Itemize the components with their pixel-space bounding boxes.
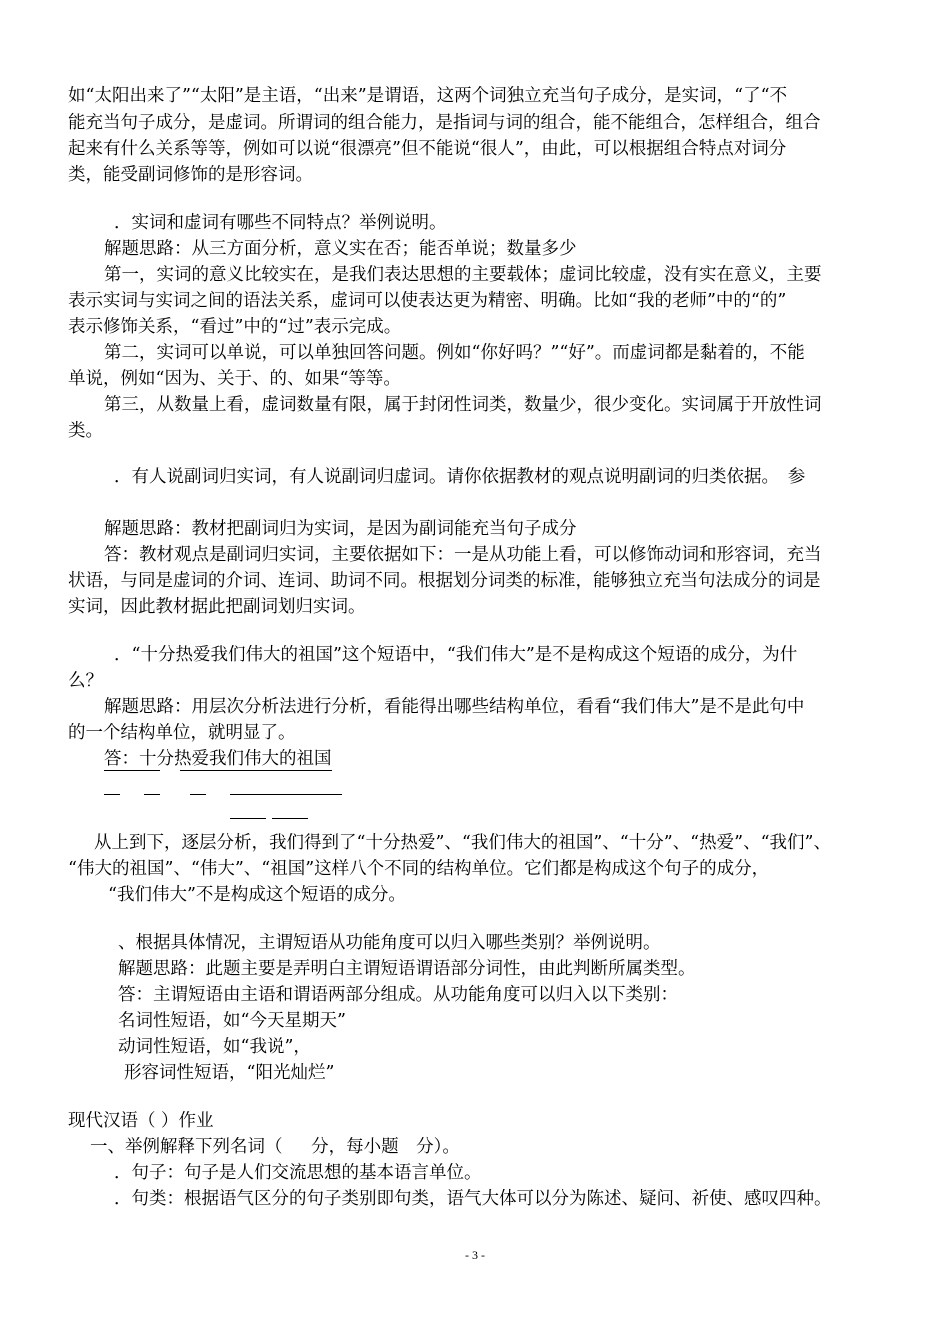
text-line: 能充当句子成分，是虚词。所谓词的组合能力，是指词与词的组合，能不能组合，怎样组合，组合 bbox=[68, 113, 821, 133]
analysis-line bbox=[104, 794, 120, 795]
text-line: 名词性短语，如“今天星期天” bbox=[118, 1011, 346, 1031]
text-line: 表示修饰关系，“看过”中的“过”表示完成。 bbox=[68, 317, 402, 337]
text-line: 动词性短语，如“我说”， bbox=[118, 1037, 311, 1057]
question-heading: ．“十分热爱我们伟大的祖国”这个短语中，“我们伟大”是不是构成这个短语的成分，为什 bbox=[114, 645, 798, 665]
analysis-line bbox=[272, 818, 308, 819]
text-line: 表示实词与实词之间的语法关系，虚词可以使表达更为精密、明确。比如“我的老师”中的“的” bbox=[68, 291, 787, 311]
analysis-line bbox=[230, 818, 266, 819]
text-line: 第三，从数量上看，虚词数量有限，属于封闭性词类，数量少，很少变化。实词属于开放性词 bbox=[104, 395, 822, 415]
text-line: “我们伟大”不是构成这个短语的成分。 bbox=[108, 885, 406, 905]
text-line: 形容词性短语，“阳光灿烂” bbox=[124, 1063, 335, 1083]
text-line: 起来有什么关系等等，例如可以说“很漂亮”但不能说“很人”，由此，可以根据组合特点对词分 bbox=[68, 139, 787, 159]
text-line: ．句子：句子是人们交流思想的基本语言单位。 bbox=[114, 1163, 482, 1183]
text-line: 解题思路：教材把副词归为实词，是因为副词能充当句子成分 bbox=[104, 519, 577, 539]
text-line: 解题思路：此题主要是弄明白主谓短语谓语部分词性，由此判断所属类型。 bbox=[118, 959, 696, 979]
analysis-line bbox=[230, 794, 342, 795]
analysis-line bbox=[190, 794, 206, 795]
analysis-line bbox=[104, 770, 160, 771]
page-number: - 3 - bbox=[465, 1248, 485, 1262]
text-line: 类，能受副词修饰的是形容词。 bbox=[68, 165, 313, 185]
text-line: 类。 bbox=[68, 421, 103, 441]
text-line: 从上到下，逐层分析，我们得到了“十分热爱”、“我们伟大的祖国”、“十分”、“热爱”、“我们”、 bbox=[94, 833, 831, 853]
text-line: “伟大的祖国”、“伟大”、“祖国”这样八个不同的结构单位。它们都是构成这个句子的成分， bbox=[68, 859, 770, 879]
text-line: 的一个结构单位，就明显了。 bbox=[68, 723, 296, 743]
text-line: 状语，与同是虚词的介词、连词、助词不同。根据划分词类的标准，能够独立充当句法成分的词是 bbox=[68, 571, 821, 591]
text-line: 答：主谓短语由主语和谓语两部分组成。从功能角度可以归入以下类别： bbox=[118, 985, 678, 1005]
text-line: 解题思路：从三方面分析，意义实在否；能否单说；数量多少 bbox=[104, 239, 577, 259]
text-line: 如“太阳出来了”“太阳”是主语，“出来”是谓语，这两个词独立充当句子成分，是实词，“了“不 bbox=[68, 86, 788, 106]
question-heading: ．实词和虚词有哪些不同特点？举例说明。 bbox=[114, 213, 447, 233]
text-line: 么？ bbox=[68, 671, 103, 691]
text-line: 实词，因此教材据此把副词划归实词。 bbox=[68, 597, 366, 617]
question-heading: 、根据具体情况，主谓短语从功能角度可以归入哪些类别？举例说明。 bbox=[118, 933, 661, 953]
text-line: 第二，实词可以单说，可以单独回答问题。例如“你好吗？”“好”。而虚词都是黏着的，不能 bbox=[104, 343, 805, 363]
answer-phrase: 答：十分热爱我们伟大的祖国 bbox=[104, 749, 332, 769]
analysis-line bbox=[144, 794, 160, 795]
text-line: 第一，实词的意义比较实在，是我们表达思想的主要载体；虚词比较虚，没有实在意义，主要 bbox=[104, 265, 822, 285]
text-line: 单说，例如“因为、关于、的、如果“等等。 bbox=[68, 369, 401, 389]
text-line: 解题思路：用层次分析法进行分析，看能得出哪些结构单位，看看“我们伟大”是不是此句中 bbox=[104, 697, 805, 717]
text-line: ．句类：根据语气区分的句子类别即句类，语气大体可以分为陈述、疑问、祈使、感叹四种。 bbox=[114, 1189, 832, 1209]
text-line: 一、举例解释下列名词（ 分，每小题 分）。 bbox=[90, 1137, 460, 1157]
text-line: 答：教材观点是副词归实词，主要依据如下：一是从功能上看，可以修饰动词和形容词，充当 bbox=[104, 545, 822, 565]
question-heading: ．有人说副词归实词，有人说副词归虚词。请你依据教材的观点说明副词的归类依据。 参 bbox=[114, 467, 806, 487]
analysis-line bbox=[180, 770, 332, 771]
section-title: 现代汉语（ ）作业 bbox=[68, 1111, 214, 1131]
